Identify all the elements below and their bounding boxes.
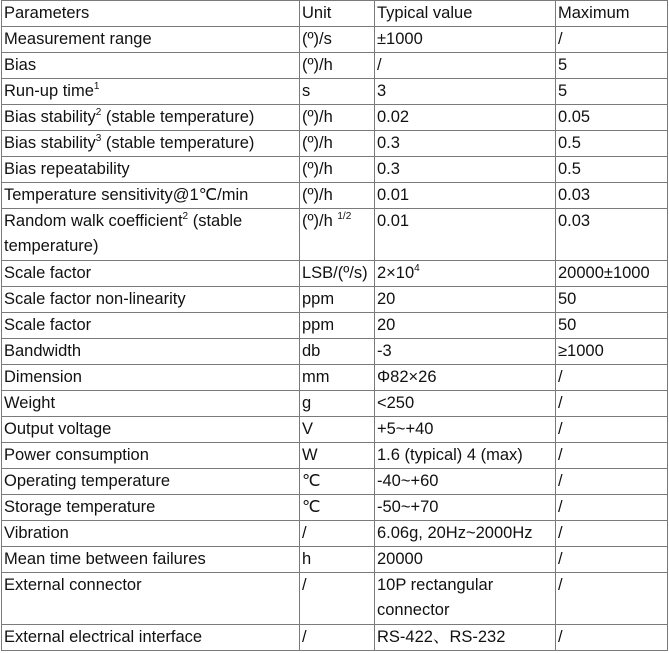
table-row — [2, 105, 668, 131]
maximum-cell-text: / — [558, 30, 563, 48]
unit-cell — [300, 261, 375, 287]
unit-cell-text: (º)/h — [302, 134, 333, 152]
param-cell — [2, 287, 300, 313]
typical-value-cell — [375, 339, 556, 365]
unit-cell — [300, 495, 375, 521]
unit-cell — [300, 625, 375, 651]
maximum-cell — [556, 261, 668, 287]
unit-cell-text: / — [302, 628, 307, 646]
maximum-cell — [556, 53, 668, 79]
param-cell-text: Mean time between failures — [4, 550, 206, 568]
maximum-cell-text: 0.03 — [558, 212, 591, 230]
table-row — [2, 261, 668, 287]
param-cell-text: Dimension — [4, 368, 82, 386]
unit-cell-text: db — [302, 342, 321, 360]
typical-value-cell-text: 3 — [377, 82, 387, 100]
table-row — [2, 157, 668, 183]
param-cell-superscript: 3 — [95, 132, 102, 144]
param-cell-text: Temperature sensitivity@1℃/min — [4, 186, 249, 204]
typical-value-cell — [375, 443, 556, 469]
unit-cell — [300, 339, 375, 365]
table-row — [2, 521, 668, 547]
param-cell-text: Bias repeatability — [4, 160, 130, 178]
unit-cell — [300, 287, 375, 313]
typical-value-cell-text: ±1000 — [377, 30, 423, 48]
typical-value-cell — [375, 287, 556, 313]
param-cell — [2, 105, 300, 131]
unit-cell — [300, 131, 375, 157]
unit-cell — [300, 365, 375, 391]
typical-value-cell-text: <250 — [377, 394, 415, 412]
maximum-cell-text: 0.05 — [558, 108, 591, 126]
param-cell — [2, 79, 300, 105]
typical-value-cell-text: -40~+60 — [377, 472, 439, 490]
typical-value-cell-text: 10P rectangular connector — [377, 576, 494, 619]
table-row — [2, 287, 668, 313]
param-cell-suffix: (stable temperature) — [4, 212, 243, 255]
typical-value-cell — [375, 53, 556, 79]
typical-value-cell-text: -50~+70 — [377, 498, 439, 516]
unit-cell — [300, 313, 375, 339]
param-cell — [2, 313, 300, 339]
unit-cell-text: h — [302, 550, 312, 568]
unit-cell-superscript: 1/2 — [337, 210, 352, 222]
maximum-cell-text: / — [558, 550, 563, 568]
param-cell-superscript: 2 — [182, 210, 189, 222]
maximum-cell — [556, 625, 668, 651]
typical-value-cell — [375, 79, 556, 105]
maximum-cell — [556, 131, 668, 157]
param-cell-superscript: 2 — [95, 106, 102, 118]
typical-value-cell — [375, 625, 556, 651]
maximum-cell-text: 5 — [558, 82, 568, 100]
unit-cell-text: W — [302, 446, 318, 464]
typical-value-cell — [375, 391, 556, 417]
typical-value-cell-text: RS-422、RS-232 — [377, 628, 506, 646]
param-cell-text: Random walk coefficient — [4, 212, 183, 230]
header-row — [2, 1, 668, 27]
typical-value-cell — [375, 157, 556, 183]
unit-cell-text: V — [302, 420, 314, 438]
param-cell-text: Bias stability — [4, 108, 96, 126]
typical-value-cell — [375, 105, 556, 131]
maximum-cell-text: 0.5 — [558, 160, 581, 178]
table-row — [2, 365, 668, 391]
maximum-cell-text: / — [558, 472, 563, 490]
typical-value-cell — [375, 27, 556, 53]
unit-cell-text: mm — [302, 368, 330, 386]
table-row — [2, 573, 668, 625]
table-row — [2, 79, 668, 105]
param-cell-text: External connector — [4, 576, 142, 594]
typical-value-cell — [375, 521, 556, 547]
unit-cell — [300, 443, 375, 469]
typical-value-cell — [375, 313, 556, 339]
table-row — [2, 547, 668, 573]
unit-cell-text: s — [302, 82, 311, 100]
maximum-cell-text: 50 — [558, 316, 577, 334]
table-row — [2, 443, 668, 469]
header-maximum: Maximum — [556, 1, 668, 27]
typical-value-cell-text: 0.02 — [377, 108, 410, 126]
unit-cell-text: (º)/h — [302, 56, 333, 74]
param-cell — [2, 183, 300, 209]
maximum-cell-text: / — [558, 420, 563, 438]
unit-cell — [300, 79, 375, 105]
typical-value-cell — [375, 183, 556, 209]
typical-value-cell — [375, 573, 556, 625]
param-cell — [2, 469, 300, 495]
typical-value-cell-text: -3 — [377, 342, 392, 360]
typical-value-cell-text: 1.6 (typical) 4 (max) — [377, 446, 523, 464]
maximum-cell-text: ≥1000 — [558, 342, 604, 360]
typical-value-cell-superscript: 4 — [414, 262, 420, 274]
maximum-cell-text: 0.03 — [558, 186, 591, 204]
param-cell-suffix: (stable temperature) — [101, 108, 255, 126]
param-cell-text: Vibration — [4, 524, 69, 542]
typical-value-cell-text: Φ82×26 — [377, 368, 437, 386]
unit-cell-text: (º)/h — [302, 108, 333, 126]
maximum-cell — [556, 157, 668, 183]
param-cell-text: Operating temperature — [4, 472, 171, 490]
unit-cell-text: ppm — [302, 290, 335, 308]
param-cell — [2, 157, 300, 183]
maximum-cell — [556, 183, 668, 209]
unit-cell — [300, 469, 375, 495]
typical-value-cell — [375, 417, 556, 443]
table-row — [2, 183, 668, 209]
param-cell-text: Scale factor — [4, 264, 92, 282]
maximum-cell-text: 20000±1000 — [558, 264, 650, 282]
param-cell-text: Output voltage — [4, 420, 112, 438]
param-cell-text: External electrical interface — [4, 628, 203, 646]
typical-value-cell — [375, 469, 556, 495]
maximum-cell — [556, 495, 668, 521]
param-cell-text: Storage temperature — [4, 498, 156, 516]
table-row — [2, 339, 668, 365]
param-cell-text: Bias — [4, 56, 37, 74]
unit-cell — [300, 53, 375, 79]
unit-cell-text: g — [302, 394, 312, 412]
maximum-cell — [556, 417, 668, 443]
maximum-cell — [556, 443, 668, 469]
param-cell — [2, 391, 300, 417]
unit-cell — [300, 27, 375, 53]
typical-value-cell — [375, 261, 556, 287]
param-cell-text: Scale factor — [4, 316, 92, 334]
param-cell — [2, 417, 300, 443]
maximum-cell — [556, 313, 668, 339]
maximum-cell-text: 50 — [558, 290, 577, 308]
table-row — [2, 131, 668, 157]
param-cell-text: Power consumption — [4, 446, 149, 464]
maximum-cell-text: / — [558, 446, 563, 464]
maximum-cell — [556, 209, 668, 261]
unit-cell-text: LSB/(º/s) — [302, 264, 368, 282]
typical-value-cell-text: 20000 — [377, 550, 423, 568]
maximum-cell — [556, 79, 668, 105]
table-row — [2, 209, 668, 261]
maximum-cell — [556, 27, 668, 53]
typical-value-cell-text: 0.01 — [377, 186, 410, 204]
param-cell — [2, 573, 300, 625]
typical-value-cell — [375, 365, 556, 391]
typical-value-cell — [375, 547, 556, 573]
unit-cell — [300, 521, 375, 547]
header-unit: Unit — [300, 1, 375, 27]
param-cell — [2, 547, 300, 573]
unit-cell — [300, 157, 375, 183]
maximum-cell — [556, 391, 668, 417]
unit-cell-text: / — [302, 524, 307, 542]
typical-value-cell-text: / — [377, 56, 382, 74]
header-parameters: Parameters — [2, 1, 300, 27]
unit-cell — [300, 391, 375, 417]
maximum-cell — [556, 105, 668, 131]
table-row — [2, 625, 668, 651]
spec-table — [1, 0, 668, 651]
maximum-cell — [556, 287, 668, 313]
typical-value-cell-text: 0.3 — [377, 160, 400, 178]
param-cell — [2, 53, 300, 79]
param-cell — [2, 131, 300, 157]
unit-cell — [300, 417, 375, 443]
typical-value-cell-text: +5~+40 — [377, 420, 434, 438]
table-row — [2, 495, 668, 521]
unit-cell-text: / — [302, 576, 307, 594]
maximum-cell-text: / — [558, 498, 563, 516]
param-cell-text: Run-up time — [4, 82, 94, 100]
maximum-cell — [556, 469, 668, 495]
table-row — [2, 53, 668, 79]
unit-cell-text: ℃ — [302, 472, 321, 490]
param-cell-suffix: (stable temperature) — [101, 134, 255, 152]
table-row — [2, 313, 668, 339]
param-cell-text: Weight — [4, 394, 56, 412]
param-cell-superscript: 1 — [93, 80, 100, 92]
maximum-cell-text: / — [558, 524, 563, 542]
typical-value-cell-text: 6.06g, 20Hz~2000Hz — [377, 524, 533, 542]
param-cell — [2, 495, 300, 521]
param-cell — [2, 365, 300, 391]
unit-cell-text: (º)/h — [302, 212, 338, 230]
param-cell — [2, 443, 300, 469]
table-row — [2, 469, 668, 495]
header-typical-value: Typical value — [375, 1, 556, 27]
param-cell — [2, 261, 300, 287]
table-row — [2, 391, 668, 417]
maximum-cell — [556, 365, 668, 391]
param-cell-text: Measurement range — [4, 30, 152, 48]
maximum-cell-text: / — [558, 368, 563, 386]
maximum-cell-text: 0.5 — [558, 134, 581, 152]
param-cell-text: Bias stability — [4, 134, 96, 152]
param-cell-text: Bandwidth — [4, 342, 82, 360]
maximum-cell-text: 5 — [558, 56, 568, 74]
param-cell — [2, 209, 300, 261]
maximum-cell — [556, 521, 668, 547]
param-cell — [2, 339, 300, 365]
unit-cell-text: (º)/h — [302, 160, 333, 178]
typical-value-cell — [375, 209, 556, 261]
maximum-cell — [556, 573, 668, 625]
unit-cell — [300, 547, 375, 573]
table-row — [2, 27, 668, 53]
typical-value-cell-text: 2×10 — [377, 264, 415, 282]
unit-cell-text: (º)/h — [302, 186, 333, 204]
maximum-cell — [556, 547, 668, 573]
param-cell-text: Scale factor non-linearity — [4, 290, 186, 308]
typical-value-cell-text: 0.01 — [377, 212, 410, 230]
typical-value-cell — [375, 131, 556, 157]
maximum-cell-text: / — [558, 576, 563, 594]
param-cell — [2, 521, 300, 547]
maximum-cell-text: / — [558, 394, 563, 412]
param-cell — [2, 27, 300, 53]
unit-cell — [300, 183, 375, 209]
table-row — [2, 417, 668, 443]
typical-value-cell-text: 0.3 — [377, 134, 400, 152]
unit-cell — [300, 573, 375, 625]
unit-cell-text: ℃ — [302, 498, 321, 516]
typical-value-cell-text: 20 — [377, 290, 396, 308]
unit-cell-text: ppm — [302, 316, 335, 334]
maximum-cell-text: / — [558, 628, 563, 646]
unit-cell — [300, 209, 375, 261]
typical-value-cell — [375, 495, 556, 521]
maximum-cell — [556, 339, 668, 365]
spec-table-body — [2, 1, 668, 651]
unit-cell-text: (º)/s — [302, 30, 332, 48]
unit-cell — [300, 105, 375, 131]
param-cell — [2, 625, 300, 651]
typical-value-cell-text: 20 — [377, 316, 396, 334]
